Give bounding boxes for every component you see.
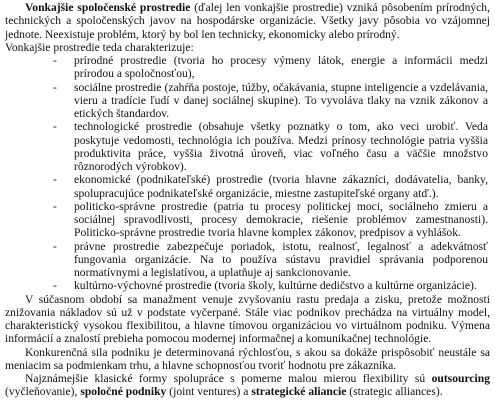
intro-text: (ďalej len vonkajšie prostredie) vzniká pôsobením prírodných, technických a spoločenských javov na hospodárske organizácie. Všetky javy pôsobia vo vzájomnej jednote. Neexistuje problém, ktorý by bol len technicky, ekonomicky alebo prírodný.: [5, 1, 491, 41]
bullet-dash: -: [53, 279, 57, 293]
term-joint-ventures: spoločné podniky: [80, 385, 167, 399]
paragraph-cooperation-forms: [5, 372, 490, 399]
list-item: [5, 240, 490, 280]
environment-list: [5, 54, 490, 293]
intro-term: Vonkajšie spoločenské prostredie: [25, 1, 191, 14]
text-run: (joint ventures) a: [166, 385, 252, 399]
list-item-text: kultúrno-výchovné prostredie (tvoria školy, kultúrne dedičstvo a kultúrne organizácie).: [74, 279, 477, 293]
text-run: Najznámejšie klasické formy spolupráce s pomerne malou mierou flexibility sú: [25, 372, 432, 385]
list-item: [5, 200, 490, 240]
term-outsourcing: outsourcing: [431, 372, 490, 385]
list-item-text: technologické prostredie (obsahuje všetky poznatky o tom, ako veci urobiť. Veda poskytuje vedomosti, technológia ich používa. Medzi prínosy technológie patria vyššia produktivita práce, vyššia životná úroveň, viac voľného času a väčšie množstvo rôznorodých výrobkov).: [74, 120, 488, 173]
list-intro: Vonkajšie prostredie teda charakterizuje:: [5, 40, 194, 54]
intro-paragraph: [5, 1, 490, 41]
list-item: [5, 279, 490, 292]
list-item-text: právne prostredie zabezpečuje poriadok, istotu, realnosť, legalnosť a adekvátnosť fungovania organizácie. Na to používa sústavu pravidiel správania podporenou normatívnymi a legislatívou, a uplatňuje aj sankcionovanie.: [74, 239, 488, 279]
list-item: [5, 173, 490, 200]
bullet-dash: -: [53, 120, 57, 134]
list-item-text: politicko-správne prostredie (patria tu procesy politickej moci, sociálneho zmieru a sociálnej spravodlivosti, procesy demokracie, riešenie problémov zamestnanosti). Politicko-správne prostredie tvoria hlavne komplex zákonov, predpisov a vyhlášok.: [74, 199, 488, 240]
list-item: [5, 120, 490, 173]
text-run: (vyčleňovanie),: [5, 385, 81, 399]
list-item-text: ekonomické (podnikateľské) prostredie (tvoria hlavne zákazníci, dodávatelia, banky, spolupracujúce podnikateľské organizácie, miestne zastupiteľské organy atď.).: [74, 173, 488, 200]
text-run: (strategic alliances).: [346, 385, 443, 399]
paragraph-management: V súčasnom období sa manažment venuje zvyšovaniu rastu predaja a zisku, pretože možnosti znižovania nákladov sú už v podstate vyčerpané. Stále viac podnikov prechádza na virtuálny model, charakteristický vysokou flexibilitou, a hlavne tímovou organizáciou vo virtuálnom podniku. Výmena informácií a znalostí prebieha pomocou modernej informačnej a komunikačnej technológie.: [5, 292, 490, 346]
bullet-dash: -: [53, 173, 57, 187]
bullet-dash: -: [53, 199, 57, 213]
term-strategic-alliances: strategické aliancie: [251, 385, 347, 399]
list-item: [5, 81, 490, 121]
list-item: [5, 54, 490, 81]
bullet-dash: -: [53, 239, 57, 253]
paragraph-competitiveness: Konkurenčná sila podniku je determinovaná rýchlosťou, s akou sa dokáže prispôsobiť neustále sa meniacim sa podmienkam trhu, a hlavne schopnosťou tvoriť hodnotu pre zákazníka.: [5, 345, 490, 372]
list-item-text: sociálne prostredie (zahŕňa postoje, túžby, očakávania, stupne inteligencie a vzdelávania, vieru a tradície ľudí v danej sociálnej skupine). To vyvoláva tlaky na vznik zákonov a etických štandardov.: [74, 80, 488, 120]
bullet-dash: -: [53, 54, 57, 67]
bullet-dash: -: [53, 80, 57, 94]
list-item-text: prírodné prostredie (tvoria ho procesy výmeny látok, energie a informácii medzi prírodou a spoločnosťou),: [74, 54, 488, 81]
